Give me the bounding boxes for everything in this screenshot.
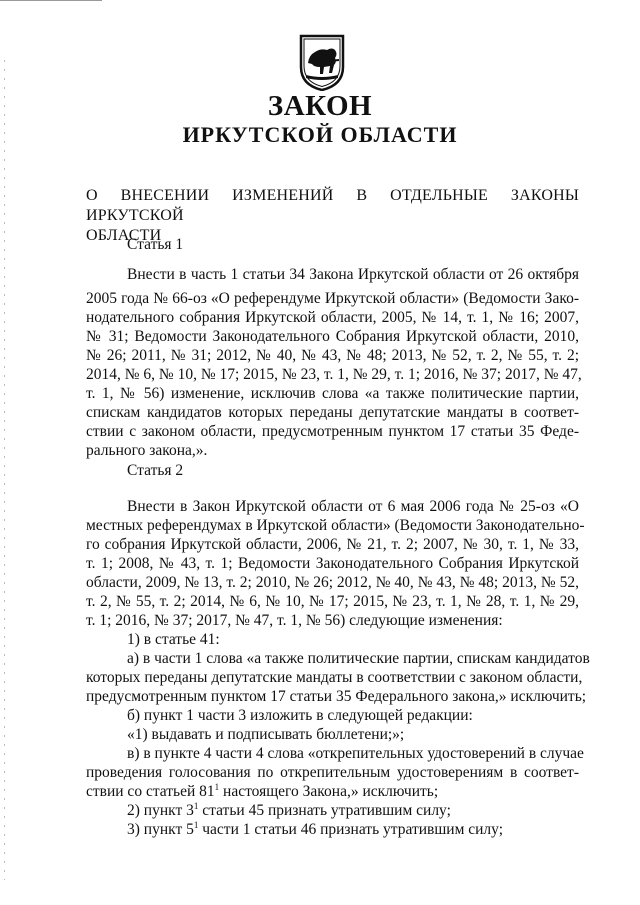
article-2-line: Внести в Закон Иркутской области от 6 мая 2006 года № 25-оз «О — [127, 498, 579, 515]
superscript: 1 — [193, 820, 199, 830]
superscript: 1 — [214, 782, 220, 792]
article-2-line: местных референдумах в Иркутской области» (Ведомости Законодательно- — [86, 517, 585, 534]
article-2-line: области, 2009, № 13, т. 2; 2010, № 26; 2012, № 40, № 43, № 48; 2013, № 52, — [86, 574, 579, 591]
article-1-line: рального закона,». — [86, 442, 208, 459]
scan-top-line — [0, 0, 102, 1]
article-2-line: т. 1; 2016, № 37; 2017, № 47, т. 1, № 56) следующие изменения: — [86, 612, 503, 629]
article-2-line — [86, 782, 579, 802]
article-2-line: т. 1; 2008, № 43, т. 1; Ведомости Законодательного Собрания Иркутской — [86, 555, 579, 572]
article-2-item — [127, 820, 620, 840]
law-title: ЗАКОН — [267, 90, 373, 122]
article-1-line: 2005 года № 66-оз «О референдуме Иркутской области» (Ведомости Зако- — [86, 290, 579, 307]
article-2-heading: Статья 2 — [127, 462, 184, 479]
line-text: части 1 статьи 46 признать утратившим силу; — [198, 821, 504, 838]
article-1-line: 2014, № 6, № 10, № 17; 2015, № 23, т. 1, № 29, т. 1; 2016, № 37; 2017, № 47, — [86, 366, 582, 383]
article-1-line: т. 1, № 56) изменение, исключив слова «а также политические партии, — [86, 385, 579, 402]
article-1-heading: Статья 1 — [127, 236, 184, 253]
line-text: статьи 45 признать утратившим силу; — [198, 802, 451, 819]
article-1-line: Внести в часть 1 статьи 34 Закона Иркутской области от 26 октября — [127, 266, 579, 283]
article-2-item: «1) выдавать и подписывать бюллетени;»; — [127, 726, 405, 743]
line-text: настоящего Закона,» исключить; — [219, 783, 439, 800]
article-2-item: б) пункт 1 части 3 изложить в следующей редакции: — [127, 707, 473, 724]
article-1-line: нодательного собрания Иркутской области, 2005, № 14, т. 1, № 16; 2007, — [86, 309, 579, 326]
law-region: ИРКУТСКОЙ ОБЛАСТИ — [182, 122, 458, 147]
article-2-line: го собрания Иркутской области, 2006, № 21, т. 2; 2007, № 30, т. 1, № 33, — [86, 536, 579, 553]
article-2-line: а) в части 1 слова «а также политические партии, спискам кандидатов — [127, 650, 590, 667]
article-2-line: проведения голосования по открепительным удостоверениям в соответ- — [86, 764, 579, 781]
superscript: 1 — [193, 801, 199, 811]
article-1-line: № 31; Ведомости Законодательного Собрания Иркутской области, 2010, — [86, 328, 579, 345]
article-2-line: т. 2, № 55, т. 2; 2014, № 6, № 10, № 17; 2015, № 23, т. 1, № 28, т. 1, № 29, — [86, 593, 579, 610]
subject-line: О ВНЕСЕНИИ ИЗМЕНЕНИЙ В ОТДЕЛЬНЫЕ ЗАКОНЫ ИРКУТСКОЙ — [86, 187, 579, 224]
scan-left-edge — [4, 60, 5, 880]
article-2-line: которых переданы депутатские мандаты в соответствии с законом области, — [86, 669, 583, 686]
subject-line: ОБЛАСТИ — [86, 227, 162, 244]
line-text: ствии со статьей 81 — [86, 783, 215, 800]
article-2-line: в) в пункте 4 части 4 слова «открепительных удостоверений в случае — [127, 745, 584, 762]
article-2-line: предусмотренным пунктом 17 статьи 35 Федерального закона,» исключить; — [86, 688, 587, 705]
article-1-line: № 26; 2011, № 31; 2012, № 40, № 43, № 48; 2013, № 52, т. 2, № 55, т. 2; — [86, 347, 579, 364]
article-2-item: 1) в статье 41: — [127, 631, 220, 648]
article-1-line: спискам кандидатов которых переданы депутатские мандаты в соответ- — [86, 404, 579, 421]
line-text: 3) пункт 5 — [127, 821, 194, 838]
article-1-line: ствии с законом области, предусмотренным пунктом 17 статьи 35 Феде- — [86, 423, 579, 440]
article-2-item — [127, 801, 620, 821]
irkutsk-coat-of-arms-icon — [299, 33, 345, 91]
line-text: 2) пункт 3 — [127, 802, 194, 819]
